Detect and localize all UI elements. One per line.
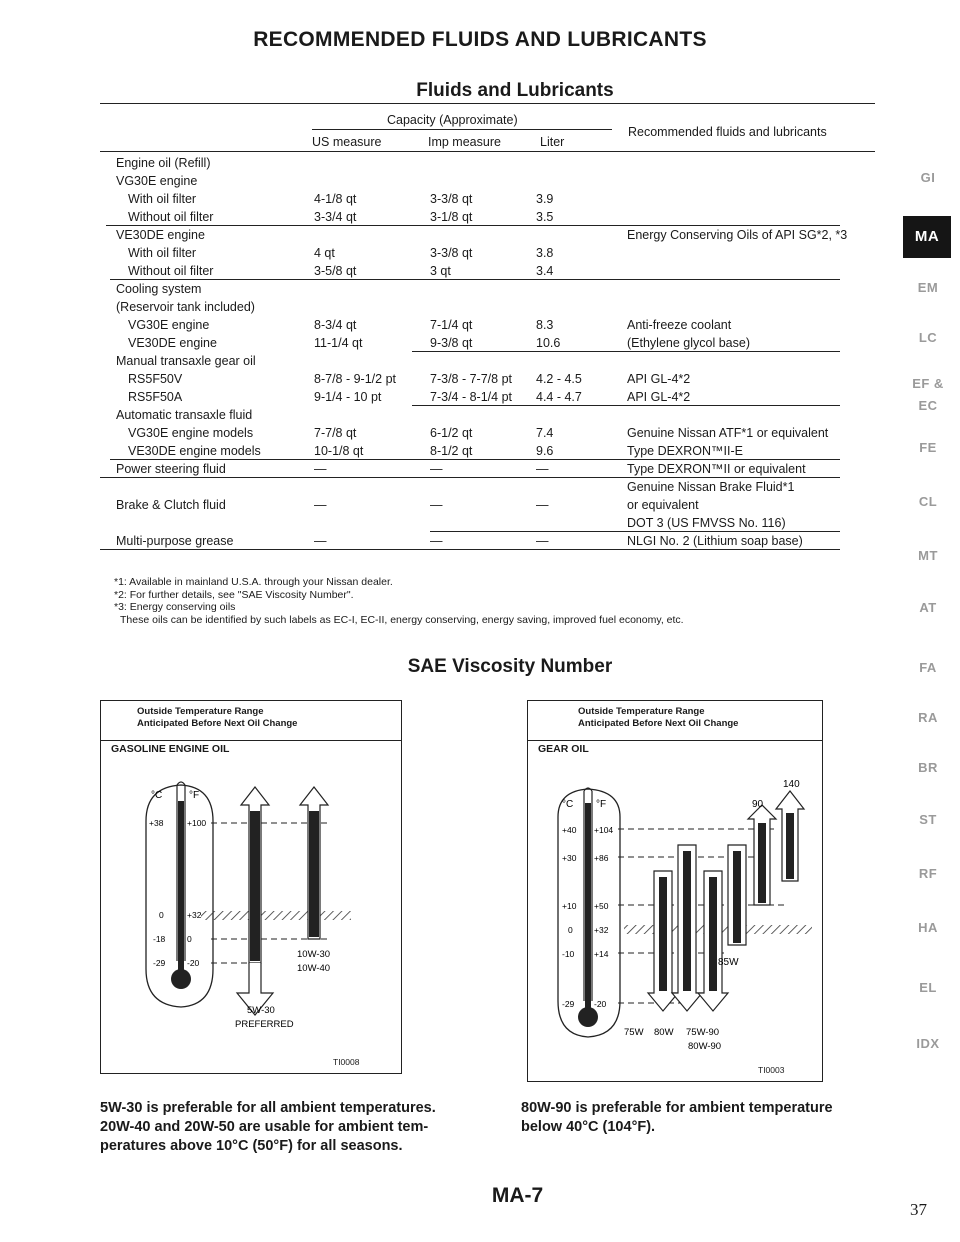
row-recommended-fluid: NLGI No. 2 (Lithium soap base): [627, 534, 803, 548]
engine-oil-chart: [100, 700, 402, 1074]
row-imp-measure: 7-1/4 qt: [430, 318, 473, 332]
row-label: Manual transaxle gear oil: [116, 354, 256, 368]
header-imp-measure: Imp measure: [428, 135, 501, 149]
row-liter: 4.2 - 4.5: [536, 372, 582, 386]
row-liter: —: [536, 462, 549, 476]
row-label: RS5F50A: [128, 390, 183, 404]
row-label: VG30E engine models: [128, 426, 254, 440]
capacity-rule: [312, 129, 612, 130]
section-tab[interactable]: EF &: [912, 376, 944, 391]
section-tab[interactable]: EM: [917, 280, 939, 295]
grade-label: 75W: [624, 1027, 644, 1038]
temp-f-label: +32: [594, 925, 609, 935]
row-liter: 3.4: [536, 264, 554, 278]
section-tab[interactable]: MA: [903, 216, 951, 258]
row-recommended-fluid: API GL-4*2: [627, 372, 691, 386]
gear-oil-code: TI0003: [758, 1065, 785, 1075]
row-label: Power steering fluid: [116, 462, 226, 476]
row-label: Automatic transaxle fluid: [116, 408, 253, 422]
row-recommended-fluid: Energy Conserving Oils of API SG*2, *3: [627, 228, 848, 242]
grade-label: 10W-30: [297, 949, 331, 960]
row-recommended-fluid: Type DEXRON™II-E: [627, 444, 743, 458]
section-tab[interactable]: RF: [918, 866, 938, 881]
section-tab[interactable]: CL: [918, 494, 938, 509]
section-tab[interactable]: BR: [918, 760, 938, 775]
temp-f-label: 0: [187, 934, 192, 944]
gear-oil-subtitle: GEAR OIL: [538, 743, 589, 755]
header-capacity: Capacity (Approximate): [387, 113, 518, 127]
table-top-rule: [100, 103, 875, 104]
row-imp-measure: 3-3/8 qt: [430, 192, 473, 206]
section-tab[interactable]: AT: [919, 600, 937, 615]
grade-label: 80W-90: [688, 1041, 722, 1052]
row-label: Engine oil (Refill): [116, 156, 211, 170]
row-label: With oil filter: [128, 192, 197, 206]
section-tab[interactable]: IDX: [916, 1036, 940, 1051]
row-label: VG30E engine: [128, 318, 210, 332]
grade-label: 80W: [654, 1027, 674, 1038]
row-recommended-fluid: API GL-4*2: [627, 390, 691, 404]
temp-c-label: +38: [149, 818, 164, 828]
grade-label: 10W-40: [297, 963, 331, 974]
engine-oil-code: TI0008: [333, 1057, 360, 1067]
temp-f-label: -20: [594, 999, 607, 1009]
grade-label: 85W: [718, 957, 739, 968]
row-us-measure: 8-3/4 qt: [314, 318, 357, 332]
section-tab[interactable]: FA: [919, 660, 937, 675]
row-us-measure: 7-7/8 qt: [314, 426, 357, 440]
footnote-2: *2: For further details, see "SAE Viscosity Number".: [114, 588, 354, 601]
row-rule: [430, 531, 840, 532]
row-imp-measure: 7-3/4 - 8-1/4 pt: [430, 390, 512, 404]
temp-f-label: +32: [187, 910, 202, 920]
row-imp-measure: 8-1/2 qt: [430, 444, 473, 458]
section-tab[interactable]: GI: [920, 170, 936, 185]
temp-c-label: -10: [562, 949, 575, 959]
row-liter: 9.6: [536, 444, 554, 458]
row-liter: 8.3: [536, 318, 554, 332]
row-us-measure: 4-1/8 qt: [314, 192, 357, 206]
gear-oil-chart: [527, 700, 823, 1082]
caption-line: 80W-90 is preferable for ambient temperature: [521, 1100, 833, 1116]
engine-oil-caption: [100, 1099, 436, 1156]
grade-label: 75W-90: [686, 1027, 720, 1038]
temp-f-label: +50: [594, 901, 609, 911]
row-liter: 7.4: [536, 426, 554, 440]
row-rule: [106, 225, 840, 226]
section-tab[interactable]: MT: [918, 548, 938, 563]
page-footer-code: MA-7: [491, 1184, 544, 1207]
header-us-measure: US measure: [312, 135, 382, 149]
temp-f-label: +104: [594, 825, 614, 835]
gear-oil-head-line1: Outside Temperature Range: [578, 706, 705, 717]
engine-oil-subtitle: GASOLINE ENGINE OIL: [111, 743, 230, 755]
row-label: Without oil filter: [128, 210, 214, 224]
gear-oil-diagram: [528, 761, 822, 1071]
unit-fahrenheit: °F: [596, 799, 607, 810]
row-label: Cooling system: [116, 282, 202, 296]
temp-f-label: +86: [594, 853, 609, 863]
row-recommended-fluid: or equivalent: [627, 498, 699, 512]
row-us-measure: 4 qt: [314, 246, 335, 260]
row-imp-measure: 7-3/8 - 7-7/8 pt: [430, 372, 512, 386]
row-imp-measure: 6-1/2 qt: [430, 426, 473, 440]
row-us-measure: —: [314, 498, 327, 512]
row-liter: 10.6: [536, 336, 561, 350]
temp-c-label: -29: [153, 958, 166, 968]
row-liter: —: [536, 498, 549, 512]
section-tab[interactable]: HA: [918, 920, 938, 935]
row-us-measure: 3-5/8 qt: [314, 264, 357, 278]
row-label: Brake & Clutch fluid: [116, 498, 226, 512]
row-imp-measure: 3 qt: [430, 264, 451, 278]
temp-f-label: -20: [187, 958, 200, 968]
engine-oil-head-line2: Anticipated Before Next Oil Change: [137, 718, 298, 729]
section-title-sae: SAE Viscosity Number: [407, 656, 613, 677]
row-imp-measure: —: [430, 462, 443, 476]
section-tab[interactable]: EC: [918, 398, 938, 413]
thermometer-icon: [146, 782, 213, 1007]
temp-c-label: 0: [568, 925, 573, 935]
row-imp-measure: —: [430, 498, 443, 512]
engine-oil-head-line1: Outside Temperature Range: [137, 706, 264, 717]
section-tab[interactable]: LC: [918, 330, 938, 345]
header-liter: Liter: [540, 135, 565, 149]
row-label: VE30DE engine: [128, 336, 217, 350]
row-us-measure: 11-1/4 qt: [314, 336, 363, 350]
temp-c-label: 0: [159, 910, 164, 920]
section-tab[interactable]: RA: [918, 710, 938, 725]
unit-celsius: °C: [562, 799, 574, 810]
row-imp-measure: 3-1/8 qt: [430, 210, 473, 224]
row-label: (Reservoir tank included): [116, 300, 255, 314]
row-us-measure: —: [314, 462, 327, 476]
gear-oil-head-line2: Anticipated Before Next Oil Change: [578, 718, 739, 729]
row-liter: 3.8: [536, 246, 554, 260]
temp-c-label: +10: [562, 901, 577, 911]
caption-line: 5W-30 is preferable for all ambient temperatures.: [100, 1100, 436, 1116]
row-label: With oil filter: [128, 246, 197, 260]
grade-arrows: [648, 791, 804, 1011]
row-recommended-fluid: (Ethylene glycol base): [627, 336, 750, 350]
row-label: VG30E engine: [116, 174, 198, 188]
row-label: VE30DE engine models: [128, 444, 261, 458]
preferred-label: PREFERRED: [235, 1019, 294, 1030]
row-recommended-fluid: DOT 3 (US FMVSS No. 116): [627, 516, 786, 530]
row-liter: 3.5: [536, 210, 554, 224]
page-title: RECOMMENDED FLUIDS AND LUBRICANTS: [253, 28, 707, 51]
unit-celsius: °C: [151, 790, 163, 801]
row-us-measure: 8-7/8 - 9-1/2 pt: [314, 372, 396, 386]
grade-label: 140: [783, 779, 800, 790]
temp-c-label: -29: [562, 999, 575, 1009]
row-imp-measure: 3-3/8 qt: [430, 246, 473, 260]
hatch-band: [201, 911, 351, 920]
row-recommended-fluid: Type DEXRON™II or equivalent: [627, 462, 806, 476]
temp-f-label: +14: [594, 949, 609, 959]
unit-fahrenheit: °F: [189, 790, 200, 801]
header-recommended: Recommended fluids and lubricants: [628, 125, 827, 139]
row-us-measure: 9-1/4 - 10 pt: [314, 390, 382, 404]
row-rule: [100, 549, 840, 550]
footnote-1: *1: Available in mainland U.S.A. through your Nissan dealer.: [114, 576, 393, 588]
row-label: Without oil filter: [128, 264, 214, 278]
row-label: RS5F50V: [128, 372, 183, 386]
section-tab[interactable]: EL: [919, 980, 937, 995]
row-rule: [110, 459, 840, 460]
engine-oil-diagram: [101, 761, 401, 1071]
row-us-measure: —: [314, 534, 327, 548]
footnote-3-detail: These oils can be identified by such labels as EC-I, EC-II, energy conserving, energy saving, improved fuel economy, etc.: [120, 613, 684, 626]
page-number: 37: [910, 1200, 927, 1219]
row-rule: [412, 405, 840, 406]
row-imp-measure: 9-3/8 qt: [430, 336, 473, 350]
footnotes: [114, 576, 684, 626]
row-imp-measure: —: [430, 534, 443, 548]
row-recommended-fluid: Anti-freeze coolant: [627, 318, 732, 332]
caption-line: peratures above 10°C (50°F) for all seasons.: [100, 1138, 403, 1154]
row-rule: [100, 477, 840, 478]
row-recommended-fluid: Genuine Nissan Brake Fluid*1: [627, 480, 795, 494]
row-us-measure: 3-3/4 qt: [314, 210, 357, 224]
section-tab[interactable]: FE: [919, 440, 937, 455]
row-rule: [110, 279, 840, 280]
grade-label: 5W-30: [247, 1005, 275, 1016]
row-us-measure: 10-1/8 qt: [314, 444, 364, 458]
temp-c-label: +30: [562, 853, 577, 863]
row-label: VE30DE engine: [116, 228, 205, 242]
row-liter: —: [536, 534, 549, 548]
header-rule: [100, 151, 875, 152]
section-title-fluids: Fluids and Lubricants: [416, 80, 614, 101]
footnote-3: *3: Energy conserving oils: [114, 601, 236, 613]
row-liter: 4.4 - 4.7: [536, 390, 582, 404]
temp-c-label: +40: [562, 825, 577, 835]
engine-oil-chart-header: [101, 701, 401, 741]
row-label: Multi-purpose grease: [116, 534, 234, 548]
gear-oil-chart-header: [528, 701, 822, 741]
gear-oil-caption: [521, 1099, 833, 1137]
row-liter: 3.9: [536, 192, 554, 206]
caption-line: below 40°C (104°F).: [521, 1119, 656, 1135]
grade-label: 90: [752, 799, 764, 810]
row-rule: [412, 351, 840, 352]
section-tab[interactable]: ST: [919, 812, 937, 827]
row-recommended-fluid: Genuine Nissan ATF*1 or equivalent: [627, 426, 829, 440]
caption-line: 20W-40 and 20W-50 are usable for ambient tem-: [100, 1119, 429, 1135]
temp-f-label: +100: [187, 818, 207, 828]
temp-c-label: -18: [153, 934, 166, 944]
